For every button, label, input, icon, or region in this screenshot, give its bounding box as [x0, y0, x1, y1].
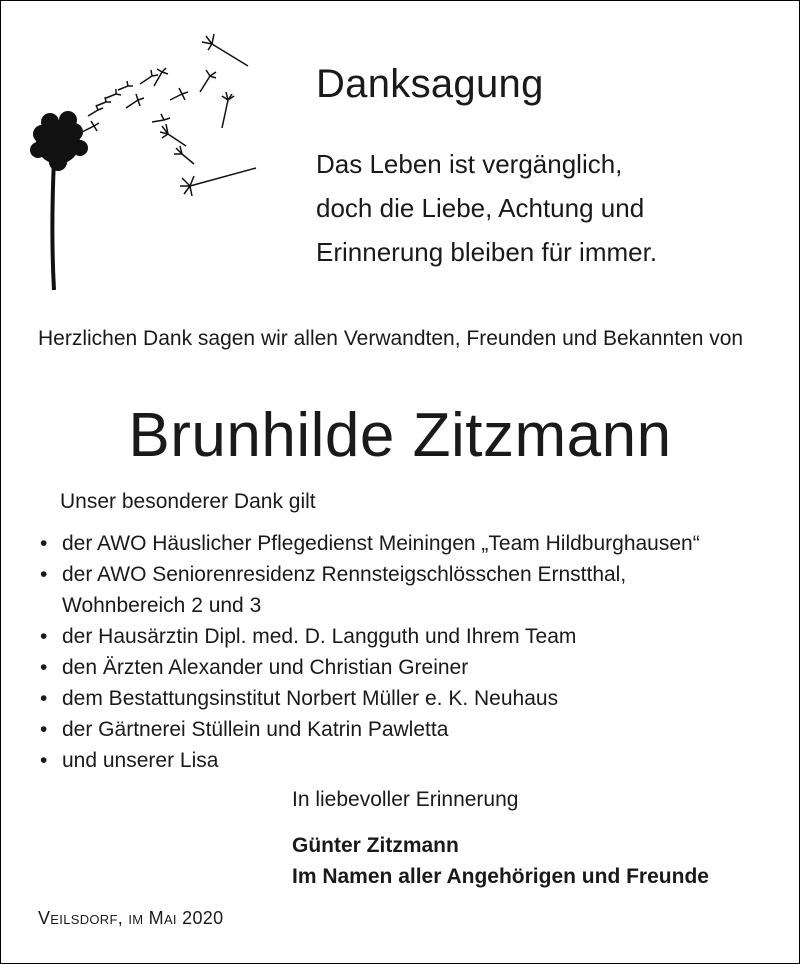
- thanks-list: [38, 528, 778, 776]
- bullet-icon: •: [40, 656, 48, 679]
- closing-text: In liebevoller Erinnerung: [292, 788, 519, 811]
- bullet-icon: •: [40, 687, 48, 710]
- list-item-text: und unserer Lisa: [62, 749, 219, 772]
- dandelion-illustration: [22, 24, 272, 296]
- bullet-icon: •: [40, 718, 48, 741]
- list-item: [38, 528, 778, 559]
- bullet-icon: •: [40, 749, 48, 772]
- page-title: Danksagung: [316, 62, 544, 106]
- list-item-text: der Gärtnerei Stüllein und Katrin Pawletta: [62, 718, 449, 741]
- poem: [316, 142, 657, 274]
- intro-text: Herzlichen Dank sagen wir allen Verwandten, Freunden und Bekannten von: [38, 327, 744, 350]
- list-item: [38, 714, 778, 745]
- place-date: Veilsdorf, im Mai 2020: [38, 908, 224, 928]
- list-item-text: den Ärzten Alexander und Christian Greiner: [62, 656, 469, 679]
- list-item-text: der AWO Häuslicher Pflegedienst Meiningen „Team Hildburghausen“: [62, 532, 700, 555]
- bullet-icon: •: [40, 625, 48, 648]
- list-item: [38, 683, 778, 714]
- poem-line: Das Leben ist vergänglich,: [316, 149, 623, 179]
- thanks-intro: Unser besonderer Dank gilt: [60, 490, 316, 513]
- list-item-text-continued: Wohnbereich 2 und 3: [62, 594, 262, 617]
- list-item-text: der AWO Seniorenresidenz Rennsteigschlösschen Ernstthal,: [62, 563, 627, 586]
- poem-line: Erinnerung bleiben für immer.: [316, 237, 658, 267]
- bullet-icon: •: [40, 532, 48, 555]
- signatures: [292, 830, 709, 892]
- list-item: [38, 652, 778, 683]
- list-item: [38, 621, 778, 652]
- deceased-name: Brunhilde Zitzmann: [128, 401, 672, 470]
- bullet-icon: •: [40, 563, 48, 586]
- list-item-text: der Hausärztin Dipl. med. D. Langguth und Ihrem Team: [62, 625, 577, 648]
- list-item-text: dem Bestattungsinstitut Norbert Müller e. K. Neuhaus: [62, 687, 559, 710]
- signature-subtitle: Im Namen aller Angehörigen und Freunde: [292, 865, 709, 888]
- poem-line: doch die Liebe, Achtung und: [316, 193, 645, 223]
- list-item: [38, 559, 778, 621]
- list-item: [38, 745, 778, 776]
- signature-name: Günter Zitzmann: [292, 834, 459, 857]
